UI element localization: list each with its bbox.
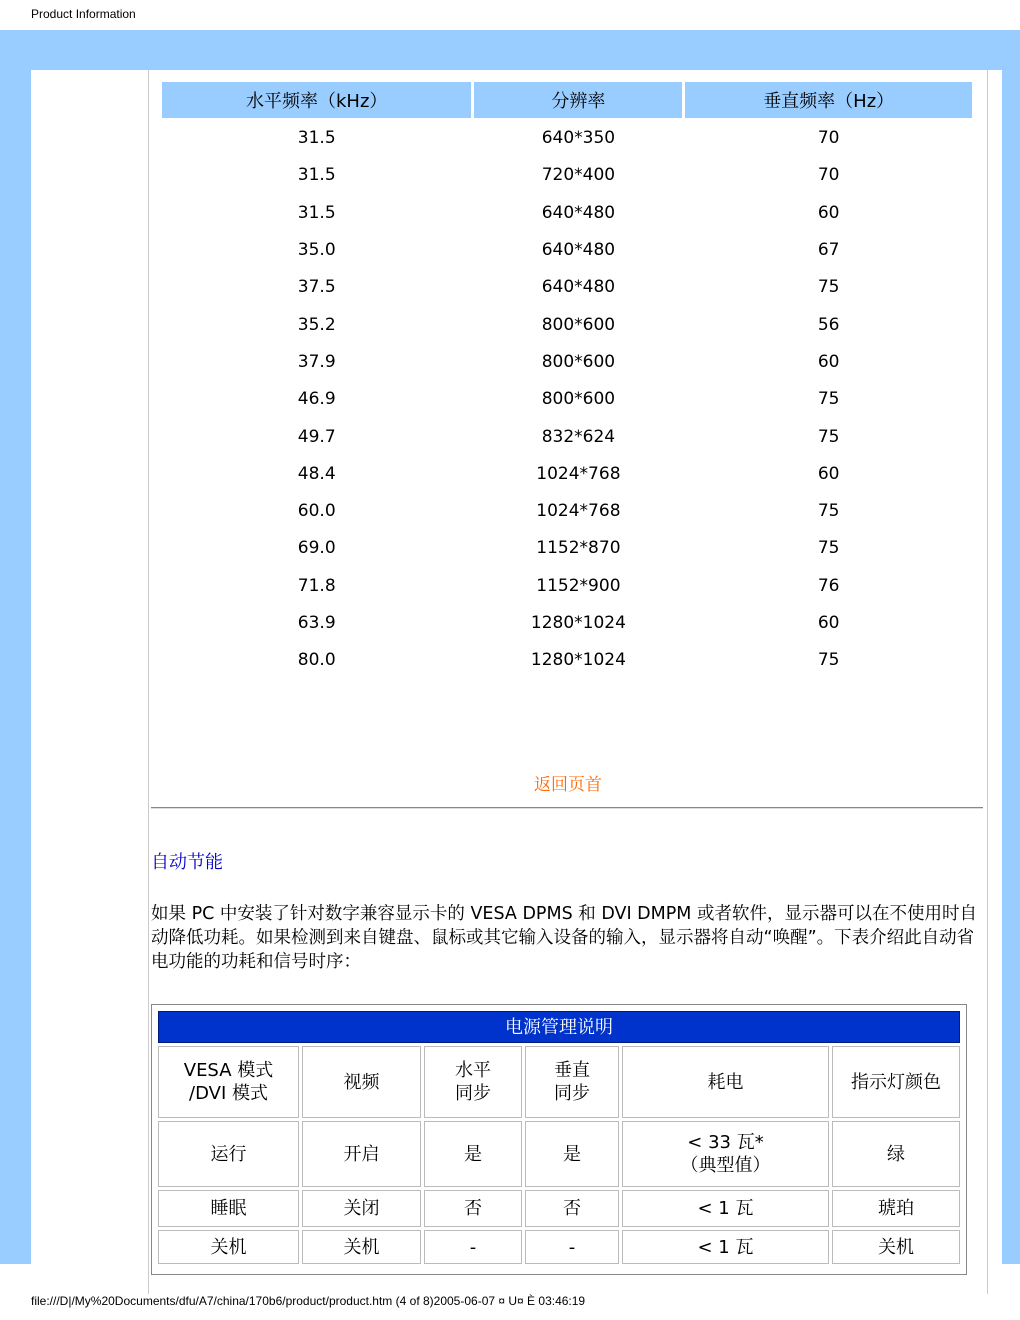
cell-v-sync: - xyxy=(525,1230,619,1264)
cell-horizontal: 80.0 xyxy=(297,650,336,671)
table-row xyxy=(162,158,972,192)
cell-vertical: 60 xyxy=(817,202,840,223)
cell-resolution: 1152*870 xyxy=(536,538,621,559)
cell-vertical: 70 xyxy=(817,165,840,186)
frequency-table xyxy=(159,79,975,680)
table-row xyxy=(162,382,972,416)
table-row xyxy=(162,419,972,453)
cell-resolution: 640*480 xyxy=(541,202,616,223)
section-paragraph: 如果 PC 中安装了针对数字兼容显示卡的 VESA DPMS 和 DVI DMPM 或者软件，显示器可以在不使用时自动降低功耗。如果检测到来自键盘、鼠标或其它输入设备的输入，显示器将自动“唤醒”。下表介绍此自动省电功能的功耗和信号时序： xyxy=(151,904,977,972)
cell-horizontal: 60.0 xyxy=(297,501,336,522)
cell-mode: 睡眠 xyxy=(158,1190,299,1227)
cell-resolution: 800*600 xyxy=(541,314,616,335)
cell-horizontal: 48.4 xyxy=(297,463,336,484)
cell-vertical: 75 xyxy=(817,650,840,671)
cell-vertical: 56 xyxy=(817,314,840,335)
table-row xyxy=(162,196,972,230)
cell-v-sync: 否 xyxy=(525,1190,619,1227)
cell-resolution: 1152*900 xyxy=(536,575,621,596)
cell-horizontal: 37.5 xyxy=(297,277,336,298)
cell-vertical: 76 xyxy=(817,575,840,596)
content-frame xyxy=(31,70,1002,1294)
cell-horizontal: 35.2 xyxy=(297,314,336,335)
cell-resolution: 720*400 xyxy=(541,165,616,186)
right-border-strip xyxy=(987,70,1002,1294)
table-row xyxy=(162,233,972,267)
cell-video: 关闭 xyxy=(302,1190,421,1227)
table-row xyxy=(162,345,972,379)
header-horizontal-freq: 水平频率（kHz） xyxy=(162,82,471,118)
table-row xyxy=(162,121,972,155)
cell-resolution: 640*480 xyxy=(541,240,616,261)
header-led-color: 指示灯颜色 xyxy=(832,1046,960,1118)
cell-resolution: 640*480 xyxy=(541,277,616,298)
back-to-top-link[interactable]: 返回页首 xyxy=(534,775,602,795)
table-row xyxy=(162,643,972,677)
header-h-sync: 水平 同步 xyxy=(424,1046,522,1118)
cell-horizontal: 31.5 xyxy=(297,202,336,223)
table-row xyxy=(158,1230,960,1264)
header-vertical-freq: 垂直频率（Hz） xyxy=(685,82,972,118)
cell-video: 关机 xyxy=(302,1230,421,1264)
cell-horizontal: 31.5 xyxy=(297,128,336,149)
main-content xyxy=(151,70,985,1294)
cell-resolution: 1024*768 xyxy=(536,501,621,522)
cell-vertical: 75 xyxy=(817,389,840,410)
table-row xyxy=(158,1121,960,1187)
cell-led-color: 琥珀 xyxy=(832,1190,960,1227)
cell-horizontal: 37.9 xyxy=(297,351,336,372)
cell-video: 开启 xyxy=(302,1121,421,1187)
page-header-title: Product Information xyxy=(31,7,136,21)
cell-vertical: 60 xyxy=(817,351,840,372)
header-video: 视频 xyxy=(302,1046,421,1118)
cell-vertical: 75 xyxy=(817,501,840,522)
left-nav-column xyxy=(31,70,149,1294)
cell-resolution: 1280*1024 xyxy=(530,613,626,633)
header-v-sync: 垂直 同步 xyxy=(525,1046,619,1118)
cell-horizontal: 69.0 xyxy=(297,538,336,559)
page-frame xyxy=(0,30,1020,1264)
cell-vertical: 60 xyxy=(817,463,840,484)
power-table-frame xyxy=(151,1004,967,1275)
cell-mode: 运行 xyxy=(158,1121,299,1187)
table-row xyxy=(162,531,972,565)
cell-h-sync: 否 xyxy=(424,1190,522,1227)
frequency-table-header-row xyxy=(162,82,972,118)
power-table-title-row xyxy=(158,1011,960,1043)
cell-horizontal: 31.5 xyxy=(297,165,336,186)
table-row xyxy=(162,307,972,341)
cell-resolution: 832*624 xyxy=(541,426,616,447)
section-divider xyxy=(151,807,983,809)
section-title: 自动节能 xyxy=(151,852,223,873)
power-management-table xyxy=(155,1008,963,1267)
table-row xyxy=(162,569,972,603)
cell-power: < 1 瓦 xyxy=(622,1190,829,1227)
cell-vertical: 75 xyxy=(817,277,840,298)
table-row xyxy=(158,1190,960,1227)
cell-h-sync: - xyxy=(424,1230,522,1264)
header-vesa-mode: VESA 模式 /DVI 模式 xyxy=(158,1046,299,1118)
cell-horizontal: 49.7 xyxy=(297,426,336,447)
cell-resolution: 800*600 xyxy=(541,351,616,372)
table-row xyxy=(162,270,972,304)
cell-resolution: 800*600 xyxy=(541,389,616,410)
power-table-header-row xyxy=(158,1046,960,1118)
cell-led-color: 关机 xyxy=(832,1230,960,1264)
table-row xyxy=(162,457,972,491)
table-row xyxy=(162,494,972,528)
cell-vertical: 75 xyxy=(817,426,840,447)
cell-mode: 关机 xyxy=(158,1230,299,1264)
header-power: 耗电 xyxy=(622,1046,829,1118)
cell-horizontal: 63.9 xyxy=(297,613,336,633)
power-table-title: 电源管理说明 xyxy=(158,1011,960,1043)
cell-vertical: 75 xyxy=(817,538,840,559)
cell-led-color: 绿 xyxy=(832,1121,960,1187)
table-row xyxy=(162,606,972,640)
cell-power: < 1 瓦 xyxy=(622,1230,829,1264)
cell-vertical: 70 xyxy=(817,128,840,149)
cell-vertical: 60 xyxy=(817,613,840,633)
cell-resolution: 1024*768 xyxy=(536,463,621,484)
cell-power: < 33 瓦* （典型值） xyxy=(622,1121,829,1187)
cell-h-sync: 是 xyxy=(424,1121,522,1187)
cell-horizontal: 46.9 xyxy=(297,389,336,410)
cell-horizontal: 35.0 xyxy=(297,240,336,261)
cell-v-sync: 是 xyxy=(525,1121,619,1187)
header-resolution: 分辨率 xyxy=(474,82,682,118)
cell-resolution: 1280*1024 xyxy=(530,650,626,671)
cell-horizontal: 71.8 xyxy=(297,575,336,596)
cell-resolution: 640*350 xyxy=(541,128,616,149)
page-footer-path: file:///D|/My%20Documents/dfu/A7/china/170b6/product/product.htm (4 of 8)2005-06-07 ¤ U¤ È 03:46:19 xyxy=(31,1294,586,1308)
cell-vertical: 67 xyxy=(817,240,840,261)
